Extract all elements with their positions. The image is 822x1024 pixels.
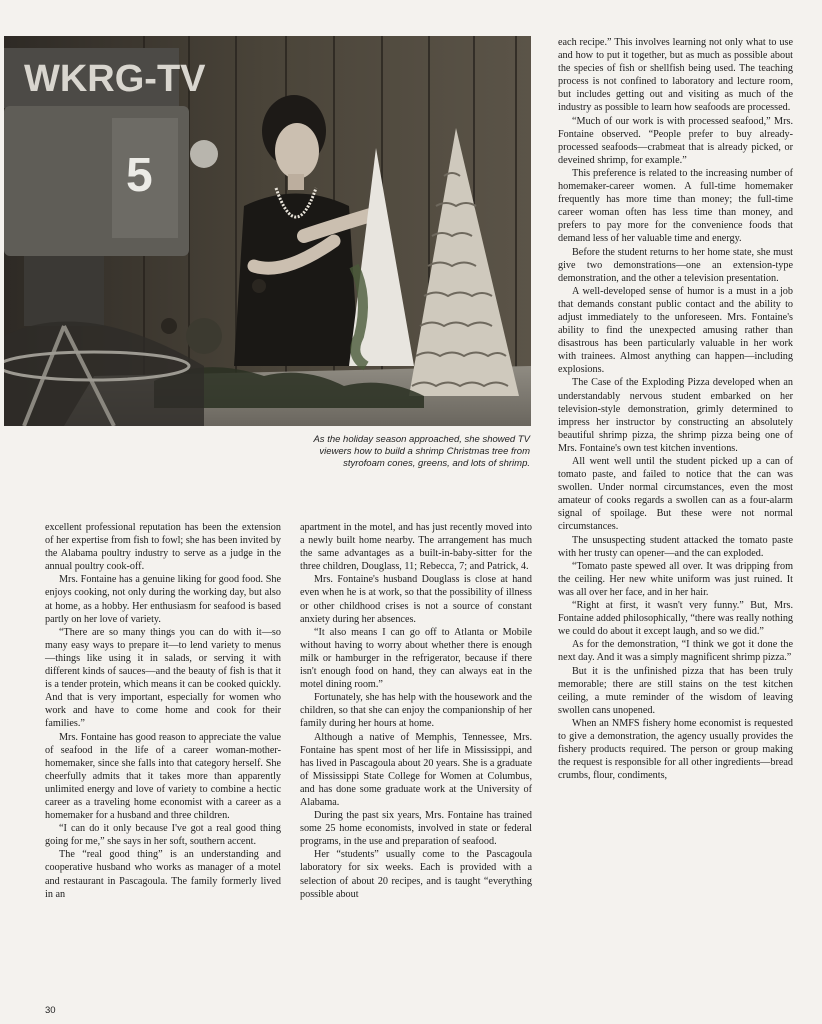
paragraph: Her “students” usually come to the Pascagoula laboratory for six weeks. Each is provided with a selection of about 20 recipes, and is taught “everything possible about	[300, 849, 532, 900]
paragraph: “Much of our work is with processed seafood,” Mrs. Fontaine observed. “People prefer to buy already-processed seafoods—crabmeat that is already picked, or deveined shrimp, for example.”	[558, 115, 793, 166]
paragraph: The unsuspecting student attacked the tomato paste with her trusty can opener—and the can exploded.	[558, 534, 793, 559]
paragraph: “Right at first, it wasn't very funny.” But, Mrs. Fontaine added philosophically, “there was really nothing we could do about it except laugh, and so we did.”	[558, 600, 794, 638]
paragraph: excellent professional reputation has been the extension of her expertise from fish to fowl; she has been invited by the Alabama poultry industry to serve as a judge in the annual poultry cook-off.	[45, 522, 281, 573]
paragraph: The Case of the Exploding Pizza developed when an understandably nervous student embarked on her television-style demonstration, grimly determined to impress her instructor by constructing an absolutely beautiful shrimp pizza, the shrimp pizza being one of Mrs. Fontaine's own test kitchen inventions.	[558, 377, 793, 454]
paragraph: each recipe.” This involves learning not only what to use and how to put it together, but as much as possible about the species of fish or shellfish being used. The teaching process is not confined to laboratory and lecture room, but includes getting out and visiting as much of the industry as possible to learn how seafoods are processed.	[558, 37, 793, 114]
page-number: 30	[45, 1005, 56, 1016]
paragraph: The “real good thing” is an understanding and cooperative husband who works as manager of a motel and restaurant in Pascagoula. The family formerly lived in an	[45, 849, 281, 900]
station-sign: WKRG-TV	[24, 58, 206, 100]
paragraph: During the past six years, Mrs. Fontaine has trained some 25 home economists, involved in state or federal programs, in the use and preparation of seafood.	[300, 810, 532, 848]
paragraph: When an NMFS fishery home economist is requested to give a demonstration, the agency usually provides the fishery products required. The person or group making the request is responsible for all other ingredients—bread crumbs, flour, condiments,	[558, 717, 793, 782]
paragraph: apartment in the motel, and has just recently moved into a newly built home nearby. The arrangement has much the same advantages as a built-in-baby-sitter for the three children, Douglass, 11; Rebecca, 7; and Patrick, 4.	[300, 522, 532, 573]
paragraph: Although a native of Memphis, Tennessee, Mrs. Fontaine has spent most of her life in Mississippi, and has lived in Pascagoula about 20 years. She is a graduate of Mississippi State College for Women at Columbus, and has done some graduate work at the University of Alabama.	[300, 731, 532, 808]
paragraph: Mrs. Fontaine has a genuine liking for good food. She enjoys cooking, not only during the working day, but also at home, as a hobby. Her enthusiasm for seafood is based partly on her love of variety.	[45, 574, 281, 625]
paragraph: Fortunately, she has help with the housework and the children, so that she can enjoy the companionship of her family during her hours at home.	[300, 692, 532, 730]
paragraph: All went well until the student picked up a can of tomato paste, and failed to notice that the can was swollen. Under normal circumstances, even the most amateur of cooks regards a swollen can as a four-alarm signal of spoilage. But these were not normal circumstances.	[558, 456, 793, 533]
article-column-1	[45, 521, 281, 901]
paragraph: This preference is related to the increasing number of homemaker-career women. A full-time homemaker frequently has more time than money; the full-time career woman often has less time than money, and prefers to pay more for the convenience foods that demand less of her valuable time and energy.	[558, 167, 793, 245]
article-photo	[4, 36, 531, 426]
article-column-2	[300, 521, 532, 901]
paragraph: “It also means I can go off to Atlanta or Mobile without having to worry about whether there is enough milk or hamburger in the refrigerator, because if there isn't enough food on hand, they can always eat in the motel dining room.”	[300, 626, 532, 691]
paragraph: Before the student returns to her home state, she must give two demonstrations—one an extension-type demonstration, and the other a television presentation.	[558, 246, 793, 284]
photo-caption: As the holiday season approached, she showed TV viewers how to build a shrimp Christmas tree from styrofoam cones, greens, and lots of shrimp.	[313, 434, 530, 469]
paragraph: “There are so many things you can do with it—so many easy ways to prepare it—to lend variety to menus—things like using it in salads, or serving it with different kinds of sauces—and the beauty of fish is that it is a tender protein, which means it can be cooked quickly. And that is very important, especially for women who work and have to come home and cook for their families.”	[45, 626, 281, 730]
paragraph: “I can do it only because I've got a real good thing going for me,” she says in her soft, southern accent.	[45, 823, 281, 848]
channel-number: 5	[126, 149, 153, 202]
paragraph: Mrs. Fontaine's husband Douglass is close at hand even when he is at work, so that the possibility of illness or other childhood crises is not a source of constant anxiety during her absences.	[300, 574, 532, 625]
paragraph: As for the demonstration, “I think we got it done the next day. And it was a simply magnificent shrimp pizza.”	[558, 639, 793, 664]
paragraph: “Tomato paste spewed all over. It was dripping from the ceiling. Her new white uniform was just ruined. It was all over her face, and in her hair.	[558, 560, 793, 598]
paragraph: But it is the unfinished pizza that has been truly memorable; there are still stains on the test kitchen ceiling, a mute reminder of the wisdom of leaving swollen cans unopened.	[558, 665, 793, 716]
paragraph: A well-developed sense of humor is a must in a job that demands constant public contact and the ability to adjust immediately to the unforeseen. Mrs. Fontaine's ability to find the unexpected amusing rather than disastrous has been particularly valuable in her work with trainees. Almost anything can happen—including explosions.	[558, 285, 793, 376]
paragraph: Mrs. Fontaine has good reason to appreciate the value of seafood in the life of a career woman-mother-homemaker, since she falls into that category herself. She cheerfully admits that it takes more than apparently unlimited energy and love of variety to combine a hectic career as a traveling home economist with a career as a homemaker for a husband and three children.	[45, 731, 281, 822]
article-column-3	[558, 36, 793, 782]
